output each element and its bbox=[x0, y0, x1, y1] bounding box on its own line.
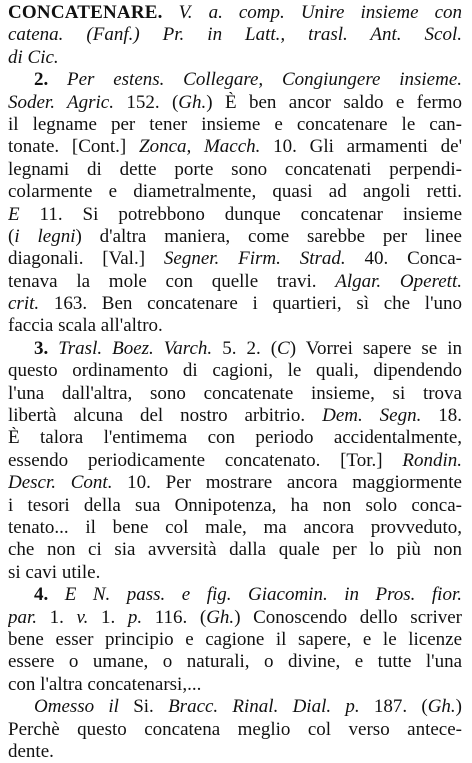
text-segment: Gh. bbox=[206, 606, 235, 628]
text-line bbox=[8, 383, 462, 405]
text-segment: È talora l'entimema con periodo accidentalmente, bbox=[8, 427, 462, 449]
text-line bbox=[8, 517, 462, 539]
text-segment: p. bbox=[127, 606, 143, 628]
text-segment: che non ci sia avversità dalla quale per lo più non bbox=[8, 539, 462, 561]
text-segment: v. bbox=[76, 606, 89, 628]
text-segment: Gh. bbox=[427, 696, 456, 718]
text-segment: 10. Per mostrare ancora maggiormente bbox=[112, 472, 462, 494]
text-segment: ) È ben ancor saldo e fermo bbox=[206, 91, 462, 113]
text-line bbox=[8, 136, 462, 158]
text-segment: di Cic. bbox=[8, 46, 59, 68]
text-segment: faccia scala all'altro. bbox=[8, 315, 163, 337]
text-segment: ) Conoscendo dello scriver bbox=[234, 606, 462, 628]
text-segment: i legni bbox=[14, 225, 76, 247]
text-segment: 2. bbox=[34, 69, 68, 91]
text-segment: 5. 2. ( bbox=[212, 337, 278, 359]
text-segment: Omesso il bbox=[34, 696, 119, 718]
text-segment: Rondin. bbox=[402, 449, 462, 471]
text-line bbox=[8, 674, 462, 696]
text-segment: Segner. Firm. Strad. bbox=[163, 248, 346, 270]
dictionary-entry-concatenare bbox=[8, 2, 462, 763]
text-line bbox=[8, 338, 462, 360]
text-segment: E N. pass. e fig. Giacomin. in Pros. fior. bbox=[64, 584, 462, 606]
text-segment: ) Vorrei sapere se in bbox=[289, 337, 462, 359]
text-segment: 1. bbox=[37, 606, 77, 628]
text-line bbox=[8, 226, 462, 248]
text-segment: diagonali. [Val.] bbox=[8, 248, 164, 270]
text-segment: crit. bbox=[8, 293, 40, 315]
text-line bbox=[8, 562, 462, 584]
text-line bbox=[8, 450, 462, 472]
text-line bbox=[8, 427, 462, 449]
text-segment: 11. Si potrebbono dunque concatenar insieme bbox=[19, 203, 462, 225]
text-line bbox=[8, 495, 462, 517]
text-segment: questo ordinamento di cagioni, le quali, dipendendo bbox=[8, 360, 462, 382]
text-segment: Perchè questo concatena meglio col verso antece- bbox=[8, 718, 462, 740]
text-segment: si cavi utile. bbox=[8, 561, 101, 583]
text-segment: dente. bbox=[8, 740, 54, 762]
text-segment: colarmente e diametralmente, quasi ad angoli retti. bbox=[8, 181, 462, 203]
text-segment: tonate. [Cont.] bbox=[8, 136, 139, 158]
text-segment: 18. bbox=[421, 405, 462, 427]
text-segment: ( bbox=[8, 225, 15, 247]
text-line bbox=[8, 204, 462, 226]
text-segment: Soder. Agric. bbox=[8, 91, 114, 113]
text-segment: par. bbox=[8, 606, 38, 628]
text-segment: 163. Ben concatenare i quartieri, sì che l'uno bbox=[39, 293, 462, 315]
text-segment: ) d'altra maniera, come sarebbe per linee bbox=[75, 225, 462, 247]
text-line bbox=[8, 293, 462, 315]
text-segment: Dem. Segn. bbox=[322, 405, 422, 427]
text-line bbox=[8, 248, 462, 270]
text-line bbox=[8, 114, 462, 136]
text-segment: essendo periodicamente concatenato. [Tor.] bbox=[8, 449, 403, 471]
text-segment: Si. bbox=[118, 696, 169, 718]
headword: CONCATENARE. bbox=[8, 2, 163, 23]
text-segment: Descr. Cont. bbox=[8, 472, 113, 494]
text-segment: ) bbox=[455, 696, 462, 718]
text-line bbox=[8, 271, 462, 293]
text-segment: 1. bbox=[88, 606, 128, 628]
text-segment: Bracc. Rinal. Dial. p. bbox=[168, 696, 360, 718]
text-line bbox=[8, 405, 462, 427]
text-line bbox=[8, 181, 462, 203]
text-segment: bene esser principio e cagione il sapere, e le licenze bbox=[8, 628, 462, 650]
text-segment: tenava la mole con quelle travi. bbox=[8, 270, 336, 292]
text-segment: Per estens. Collegare, Congiungere insieme. bbox=[67, 69, 462, 91]
text-segment: l'una dall'altra, sono concatenate insieme, si trova bbox=[8, 382, 462, 404]
text-line bbox=[8, 92, 462, 114]
text-line bbox=[8, 47, 462, 69]
text-segment: E bbox=[8, 203, 20, 225]
text-segment: 3. bbox=[34, 337, 59, 359]
text-segment: catena. (Fanf.) Pr. in Latt., trasl. Ant. Scol. bbox=[8, 24, 462, 46]
text-segment: 4. bbox=[34, 584, 65, 606]
text-segment: i tesori della sua Onnipotenza, ha non solo conca- bbox=[8, 494, 462, 516]
text-line bbox=[8, 24, 462, 46]
text-line bbox=[8, 360, 462, 382]
text-segment: 40. Conca- bbox=[345, 248, 462, 270]
text-line bbox=[8, 607, 462, 629]
text-segment: con l'altra concatenarsi,... bbox=[8, 673, 202, 695]
text-segment: V. a. comp. Unire insieme con bbox=[162, 2, 462, 23]
text-segment: tenato... il bene col male, ma ancora provveduto, bbox=[8, 516, 462, 538]
text-line bbox=[8, 159, 462, 181]
text-line bbox=[8, 584, 462, 606]
text-segment: 116. ( bbox=[142, 606, 207, 628]
text-line bbox=[8, 539, 462, 561]
text-line bbox=[8, 2, 462, 24]
text-segment: Zonca, Macch. bbox=[139, 136, 261, 158]
text-line bbox=[8, 741, 462, 763]
text-segment: Trasl. Boez. Varch. bbox=[58, 337, 213, 359]
text-segment: 187. ( bbox=[359, 696, 428, 718]
text-line bbox=[8, 719, 462, 741]
text-segment: il legname per tener insieme e concatenare le can- bbox=[8, 113, 462, 135]
text-segment: legnami di dette porte sono concatenati perpendi- bbox=[8, 158, 462, 180]
text-segment: essere o umane, o naturali, o divine, e tutte l'una bbox=[8, 651, 462, 673]
text-segment: Gh. bbox=[178, 91, 207, 113]
text-segment: 10. Gli armamenti de' bbox=[260, 136, 462, 158]
text-segment: libertà alcuna del nostro arbitrio. bbox=[8, 405, 323, 427]
text-line bbox=[8, 315, 462, 337]
text-line bbox=[8, 651, 462, 673]
text-line bbox=[8, 69, 462, 91]
text-segment: 152. ( bbox=[113, 91, 179, 113]
text-segment: C bbox=[277, 337, 290, 359]
text-line bbox=[8, 696, 462, 718]
text-line bbox=[8, 472, 462, 494]
text-segment: Algar. Operett. bbox=[335, 270, 462, 292]
text-line bbox=[8, 629, 462, 651]
